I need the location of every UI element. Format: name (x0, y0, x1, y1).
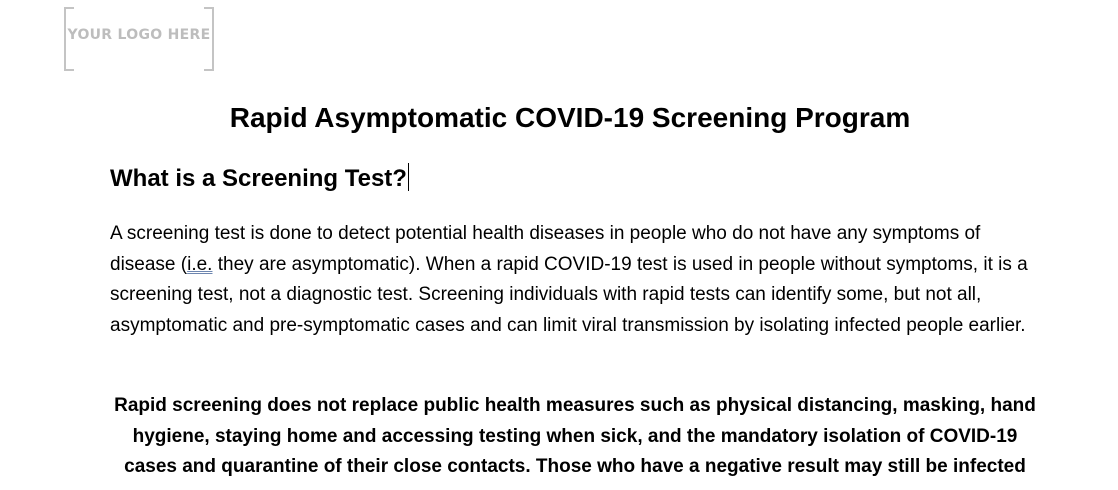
text-cursor (408, 163, 409, 191)
document-title: Rapid Asymptomatic COVID-19 Screening Program (229, 102, 911, 133)
section-heading-text: What is a Screening Test? (110, 165, 407, 192)
logo-placeholder (64, 7, 214, 71)
notice-paragraph: Rapid screening does not replace public health measures such as physical distancing, masking, hand hygiene, staying home and accessing testing when sick, and the mandatory isolation of COVID-19 cases and quarantine of their close contacts. Those who have a negative result may still be infected (114, 395, 1036, 477)
section-heading (110, 161, 409, 197)
body-paragraph (110, 219, 1040, 341)
abbreviation-ie[interactable]: i.e. (187, 253, 213, 275)
paragraph-part-1: A screening test is done to detect potential health diseases in people who do not have any symptoms of disease ( (110, 223, 981, 275)
logo-text: YOUR LOGO HERE (67, 27, 211, 43)
paragraph-part-2: they are asymptomatic). When a rapid COVID-19 test is used in people without symptoms, it is a screening test, not a diagnostic test. Screening individuals with rapid tests can identify some, but not all, asymptomatic and pre-symptomatic cases and can limit viral transmission by isolating infected people earlier. (110, 253, 1028, 336)
